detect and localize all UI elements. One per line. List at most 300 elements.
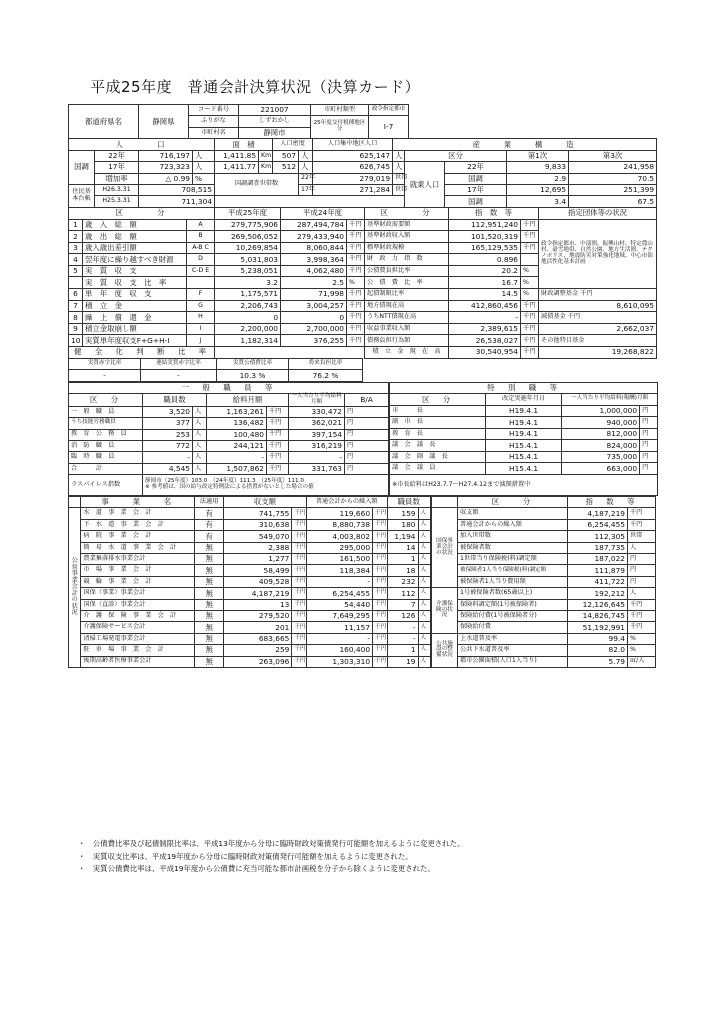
unit: 千円 [267,429,289,440]
finance-row [69,335,657,347]
enterprise-row [69,599,431,610]
jumin-label: 住民基本台帳 [69,184,95,207]
unit: 人 [393,162,405,173]
balance: 2,388 [224,542,292,553]
notes [78,838,678,876]
row-key [187,277,215,289]
row-label: 積立金取崩し額 [83,323,187,335]
unit: 千円 [292,519,306,530]
row-number: 7 [69,300,83,312]
unit: 千円 [267,406,289,417]
enterprise-name: 農業集落排水事業会計 [81,554,195,565]
unit: 円 [345,418,389,429]
unit: % [628,633,656,644]
pref-label: 都道府県名 [69,105,139,139]
indicator-label: 1号被保険者数(65歳以上) [458,588,568,599]
fin-val: 指 数 等 [449,207,539,219]
special-amount: 663,000 [562,463,640,475]
unit: 人 [193,452,207,463]
unit: 千円 [292,565,306,576]
staff-avg: - [289,452,345,463]
unit: % [521,277,539,289]
row-key: B [187,231,215,243]
balance: 263,096 [224,656,292,667]
value-y24: 287,494,784 [281,219,347,231]
special-row [390,417,658,429]
jumin-date: H26.3.31 [95,184,139,195]
ent-head: 職員数 [387,497,431,508]
enterprise-side: 公営事業会計の状況 [69,508,81,667]
unit: 千円 [628,508,656,519]
value-y25: 3.2 [215,277,281,289]
special-date: H15.4.1 [486,451,562,463]
unit: 千円 [292,542,306,553]
finance-table [68,207,657,359]
staff-row [69,452,389,463]
fin-y25: 平成25年度 [215,207,281,219]
value-y25: 2,200,000 [215,323,281,335]
balance: 409,528 [224,576,292,587]
unit: 千円 [292,554,306,565]
enterprise-name: 介護保険サービス会計 [81,622,195,633]
census-pop: 723,323 [139,162,193,173]
soundness-value: - [69,370,141,381]
staff-count: 159 [387,508,418,519]
unit: 千円 [267,463,289,474]
balance: 549,070 [224,531,292,542]
unit: 円 [345,429,389,440]
row-number: 3 [69,242,83,254]
staff-row [69,429,389,440]
unit: 人 [418,599,430,610]
fund-label: 財政調整基金 [541,290,579,298]
indicator-value: 111,879 [568,565,628,576]
ind-key: 22年 [445,162,507,173]
row-label: 翌年度に繰り越すべき財源 [83,254,187,266]
unit: 円 [628,554,656,565]
note-line: ・ 実質公債費比率は、平成19年度から公債費に充当可能な都市計画税を分子から除くように変更された。 [78,864,435,874]
enterprise-name: 水 道 事 業 会 計 [81,508,195,519]
law-applied: 無 [195,645,224,656]
row-label: 単 年 度 収 支 [83,289,187,301]
row-key: F [187,289,215,301]
row-label: 実 質 収 支 [83,265,187,277]
law-applied: 有 [195,531,224,542]
enterprise-row [69,656,431,667]
index-label: 地方債現在高 [365,300,449,312]
las-value: 静岡市（25年度）103.0 （24年度）111.3 （25年度）111.0 [145,478,304,485]
staff-label: うち技能労務職員 [69,418,143,429]
unit: 千円 [373,576,387,587]
staff-count: 1,194 [387,531,418,542]
row-label: 歳 出 総 額 [83,231,187,243]
unit: 人 [628,588,656,599]
unit: 千円 [292,588,306,599]
transfer: - [306,576,372,587]
unit: 人 [418,508,430,519]
unit: 人 [193,406,207,417]
law-applied: 無 [195,554,224,565]
unit: 世帯 [393,173,405,184]
soundness-value: 76.2 [312,370,330,380]
indicator-row [432,519,656,530]
row-label: 繰 上 償 還 金 [83,312,187,324]
enterprise-name: 国保（直診）事業会計 [81,599,195,610]
unit: 円 [345,440,389,451]
special-head: 改定実施年月日 [486,394,562,406]
unit: 人 [193,150,215,161]
unit: 人 [418,531,430,542]
special-head: 区 分 [390,394,486,406]
staff-head: B/A [345,394,389,407]
hh-year: 22年 [299,173,313,184]
staff-count: 7 [387,599,418,610]
enterprise-table [68,496,431,668]
indicator-row [432,633,656,644]
indicator-row [432,599,656,610]
ind-col: 区分 [405,150,507,161]
census-label: 国調 [69,150,95,184]
fund-label: その他特目基金 [539,335,657,347]
staff-salary: 244,121 [207,440,267,451]
unit: 世帯 [628,531,656,542]
staff-row [69,440,389,451]
special-amount: 1,000,000 [562,405,640,417]
did-header: 人口集中地区人口 [313,139,393,150]
special-title: 特 別 職 等 [390,382,658,394]
fund-f1 [539,289,657,301]
fund-value: 8,610,095 [539,300,657,312]
unit: 千円 [267,452,289,463]
staff-count: 1 [387,554,418,565]
hh-value: 271,284 [313,184,393,195]
unit: 千円 [373,656,387,667]
ind-c: 70.5 [569,173,657,184]
ind-side: 就業人口 [405,162,445,208]
balance: 1,277 [224,554,292,565]
header-table [68,104,657,139]
value-y24: 71,998 [281,289,347,301]
unit: 千円 [521,323,539,335]
unit: 千円 [292,645,306,656]
unit: 千円 [292,508,306,519]
transfer: 161,500 [306,554,372,565]
value-y24: 2.5 [281,277,347,289]
soundness-value: 10.3 [239,370,257,380]
ind-a: 12,695 [507,184,569,195]
special-date: H19.4.1 [486,417,562,429]
indicator-value: 14,826,745 [568,610,628,621]
transfer: 295,000 [306,542,372,553]
unit: 千円 [521,335,539,347]
index-label: 基準財政収入額 [365,231,449,243]
staff-count: - [387,633,418,644]
enterprise-row [69,576,431,587]
special-head: 一人当たり平均給料(報酬)月額 [562,394,658,406]
transfer: - [306,633,372,644]
ind-c: 241,958 [569,162,657,173]
unit: 千円 [373,542,387,553]
unit [521,254,539,266]
indicator-label: 都市公園面積(人口1人当り) [458,656,568,667]
unit: 千円 [373,645,387,656]
soundness-head: 将来負担比率 [289,358,363,369]
enterprise-name: 国保（事業）事業会計 [81,588,195,599]
index-value: 26,538,027 [449,335,521,347]
tax-label: 25年度交付税種地区分 [311,116,369,139]
jumin-pop: 711,304 [139,196,215,207]
soundness-table [68,358,363,382]
unit: % [521,265,539,277]
indicator-row [432,576,656,587]
unit: 千円 [373,599,387,610]
unit: % [258,370,266,380]
transfer: 11,157 [306,622,372,633]
ind-c: 251,399 [569,184,657,195]
index-value: 20.2 [449,265,521,277]
unit: 人 [193,429,207,440]
staff-label: 教 育 公 務 員 [69,429,143,440]
balance: 201 [224,622,292,633]
unit: 千円 [347,300,365,312]
unit: 人 [393,150,405,161]
jumin-pop: 708,515 [139,184,215,195]
unit: 千円 [292,599,306,610]
row-label: 積 立 金 [83,300,187,312]
ent-head: 法適用 [195,497,224,508]
staff-count: 253 [143,429,193,440]
unit: 千円 [267,418,289,429]
unit: 世帯 [393,184,405,195]
unit: 千円 [347,265,365,277]
enterprise-name: 清掃工場発電事業会計 [81,633,195,644]
fund-label: 減債基金 [541,313,566,321]
staff-head: 一人当たり平均給料月額 [289,394,345,407]
unit: 人 [193,440,207,451]
value-y25: 5,238,051 [215,265,281,277]
index-value: 165,129,535 [449,242,521,254]
staff-count: - [143,452,193,463]
index-label: 基準財政需要額 [365,219,449,231]
unit: 千円 [567,313,581,321]
row-number: 9 [69,323,83,335]
indicator-value: 12,126,645 [568,599,628,610]
unit: 千円 [347,289,365,301]
row-number [69,277,83,289]
did-value: 625,147 [313,150,393,161]
special-row [390,451,658,463]
enterprise-row [69,519,431,530]
tsumitate-label: 積 立 金 現 在 高 [365,347,449,359]
indicator-value: 6,254,455 [568,519,628,530]
staff-avg: 330,472 [289,406,345,417]
indicators-table [431,496,656,668]
area-value: 1,411.77 [215,162,259,173]
unit: 千円 [373,554,387,565]
unit: 千円 [628,610,656,621]
staff-salary: - [207,452,267,463]
unit: 千円 [521,242,539,254]
ind-key: 国調 [445,196,507,207]
balance: 4,187,219 [224,588,292,599]
special-label: 市 長 [390,405,486,417]
unit: 千円 [580,290,593,298]
staff-title: 一 般 職 員 等 [69,382,389,393]
unit: 千円 [373,531,387,542]
staff-avg: 331,763 [289,463,345,474]
row-number: 8 [69,312,83,324]
indicator-row [432,588,656,599]
unit: 人 [299,162,313,173]
row-number: 5 [69,265,83,277]
row-key: A [187,219,215,231]
special-row [390,428,658,440]
indicator-value: 192,212 [568,588,628,599]
row-number: 10 [69,335,83,347]
special-date: H19.4.1 [486,405,562,417]
indicator-label: 被保険者1人当り費用額 [458,576,568,587]
enterprise-row [69,531,431,542]
index-value: 412,860,456 [449,300,521,312]
enterprise-block [68,496,656,668]
special-row [390,463,658,475]
special-table [389,382,658,496]
staff-count: - [387,622,418,633]
population-table [68,138,657,207]
rate-value: △ 0.99 [139,173,193,184]
law-applied: 無 [195,610,224,621]
finance-row [69,323,657,335]
density-header: 人口密度 [273,139,313,150]
hh-value: 279,019 [313,173,393,184]
value-y24: 2,700,000 [281,323,347,335]
row-number: 2 [69,231,83,243]
unit: 千円 [292,610,306,621]
index-label: 財 政 力 指 数 [365,254,449,266]
law-applied: 有 [195,508,224,519]
unit: 千円 [373,610,387,621]
law-applied: 無 [195,565,224,576]
unit: 千円 [292,633,306,644]
staff-avg: 397,154 [289,429,345,440]
area-value: 1,411.85 [215,150,259,161]
indicator-label: 上水道普及率 [458,633,568,644]
staff-count: 14 [387,542,418,553]
unit: 人 [193,418,207,429]
transfer: 1,303,310 [306,656,372,667]
city-type-label: 市町村類型 [311,105,369,116]
jumin-date: H25.3.31 [95,196,139,207]
indicator-row [432,622,656,633]
unit: 千円 [373,633,387,644]
unit: 千円 [521,300,539,312]
unit: 人 [193,463,207,474]
special-row [390,440,658,452]
staff-label: 合 計 [69,463,143,474]
unit: 千円 [292,576,306,587]
unit: 千円 [628,519,656,530]
indicator-label: 加入世帯数 [458,531,568,542]
fin-y24: 平成24年度 [281,207,365,219]
page-title: 平成25年度 普通会計決算状況（決算カード） [90,78,421,96]
special-label: 議 会 議 員 [390,463,486,475]
enterprise-row [69,554,431,565]
soundness-value: - [141,370,217,381]
indicator-row [432,610,656,621]
las-note: ※ 参考値は、国の給与改定特例法による措置がないとした場合の値 [145,484,314,491]
row-key: C-D E [187,265,215,277]
value-y25: 279,775,906 [215,219,281,231]
indicator-value: 4,187,219 [568,508,628,519]
unit: % [628,645,656,656]
index-value: 101,520,319 [449,231,521,243]
value-y25: 2,206,743 [215,300,281,312]
rate-label: 増加率 [95,173,139,184]
finance-row [69,289,657,301]
enterprise-name: 市 場 事 業 会 計 [81,565,195,576]
indicator-row [432,508,656,519]
special-amount: 940,000 [562,417,640,429]
unit: 人 [418,576,430,587]
unit: 円 [640,463,658,475]
index-value: 14.5 [449,289,521,301]
indicator-label: 被保険者数 [458,542,568,553]
designation-status: 政令指定都市、中部圏、振興山村、特定農山村、豪雪地帯、自然公園、地方生活圏、テクノポリス、地震防災対策強化地域、中心市街地活性化基本計画 [539,219,657,289]
finance-row [69,312,657,324]
indicator-row [432,565,656,576]
ind-col: 第1次 [507,150,569,161]
enterprise-row [69,588,431,599]
balance: 683,665 [224,633,292,644]
index-value: 16.7 [449,277,521,289]
unit: 人 [418,656,430,667]
special-amount: 812,000 [562,428,640,440]
staff-salary: 136,482 [207,418,267,429]
soundness-head: 実質公債費比率 [217,358,289,369]
index-label: 公 債 費 比 率 [365,277,449,289]
unit: % [521,289,539,301]
enterprise-row [69,508,431,519]
enterprise-name: 下 水 道 事 業 会 計 [81,519,195,530]
staff-head: 給料月額 [207,394,289,407]
ind-a: 9,833 [507,162,569,173]
indicator-value: 411,722 [568,576,628,587]
value-y24: 3,998,364 [281,254,347,266]
special-date: H19.4.1 [486,428,562,440]
index-label: 収益事業収入額 [365,323,449,335]
ind-col: 第3次 [569,150,657,161]
ind-a: 3.4 [507,196,569,207]
indicator-value: 187,735 [568,542,628,553]
industry-header: 産 業 構 造 [393,139,657,150]
enterprise-row [69,542,431,553]
furigana-value: しずおかし [239,116,311,127]
unit: 人 [628,542,656,553]
did-value: 626,745 [313,162,393,173]
staff-count: 232 [387,576,418,587]
staff-count: 1 [387,645,418,656]
unit: 円 [345,406,389,417]
group-label: 介護保険の状況 [432,588,458,634]
hh-year: 17年 [299,184,313,195]
special-amount: 824,000 [562,440,640,452]
unit: 円 [640,451,658,463]
indicator-value: 5.79 [568,656,628,667]
unit: 円 [628,576,656,587]
unit: 人 [418,610,430,621]
unit: 人 [418,633,430,644]
unit: 円 [345,463,389,474]
